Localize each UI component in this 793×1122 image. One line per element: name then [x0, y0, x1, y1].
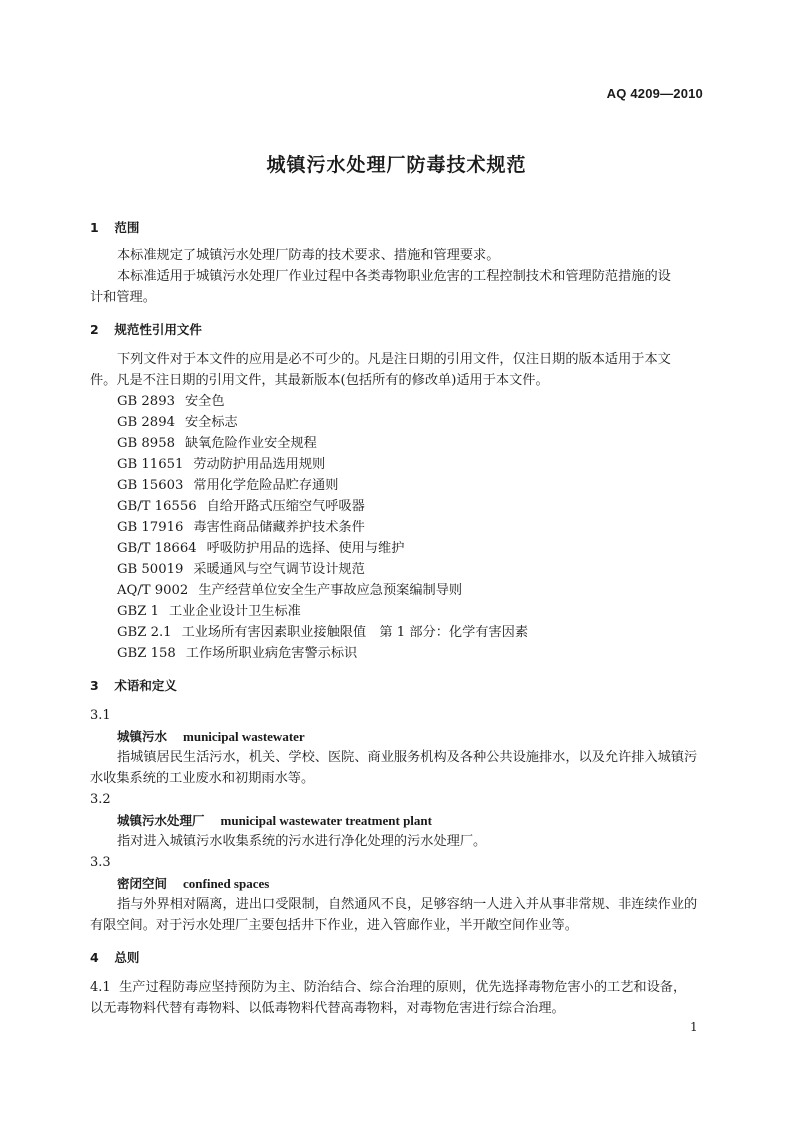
section-4-heading	[90, 948, 139, 968]
reference-item	[117, 581, 462, 601]
reference-code: GBZ 2.1	[117, 625, 172, 640]
section-title: 规范性引用文件	[114, 322, 202, 337]
paragraph: 下列文件对于本文件的应用是必不可少的。凡是注日期的引用文件，仅注日期的版本适用于本文	[117, 352, 671, 367]
reference-title: 工业企业设计卫生标准	[168, 604, 301, 619]
term-chinese: 城镇污水处理厂	[117, 813, 205, 828]
term-definition-continuation: 水收集系统的工业废水和初期雨水等。	[90, 771, 315, 786]
reference-item	[117, 497, 365, 517]
paragraph-continuation: 计和管理。	[90, 290, 156, 305]
reference-title: 工作场所职业病危害警示标识	[185, 646, 358, 661]
term-english: confined spaces	[183, 876, 270, 891]
reference-title: 呼吸防护用品的选择、使用与维护	[206, 541, 405, 556]
clause-number: 4.1	[90, 980, 111, 995]
clause-number: 3.3	[90, 855, 111, 870]
standard-code: AQ 4209—2010	[606, 86, 703, 101]
paragraph-continuation: 件。凡是不注日期的引用文件，其最新版本(包括所有的修改单)适用于本文件。	[90, 373, 549, 388]
term-heading	[117, 727, 305, 748]
reference-code: GB/T 16556	[117, 499, 197, 514]
term-heading	[117, 874, 269, 895]
reference-title: 安全标志	[184, 415, 238, 430]
term-definition: 指城镇居民生活污水，机关、学校、医院、商业服务机构及各种公共设施排水，以及允许排入城镇污	[117, 750, 698, 765]
term-english: municipal wastewater treatment plant	[220, 813, 432, 828]
reference-title: 毒害性商品储藏养护技术条件	[193, 520, 365, 535]
reference-title: 劳动防护用品选用规则	[193, 457, 326, 472]
section-number: 3	[90, 678, 99, 693]
reference-code: GBZ 158	[117, 646, 176, 661]
reference-code: GB 2893	[117, 394, 175, 409]
reference-title: 工业场所有害因素职业接触限值 第 1 部分：化学有害因素	[181, 625, 529, 640]
paragraph: 本标准规定了城镇污水处理厂防毒的技术要求、措施和管理要求。	[117, 248, 500, 263]
reference-title: 安全色	[184, 394, 225, 409]
reference-title: 采暖通风与空气调节设计规范	[193, 562, 365, 577]
section-1-heading	[90, 218, 139, 238]
section-2-heading	[90, 320, 202, 340]
section-title: 范围	[114, 220, 140, 235]
reference-code: GB 2894	[117, 415, 175, 430]
section-number: 4	[90, 950, 99, 965]
reference-code: GB 15603	[117, 478, 184, 493]
clause-number: 3.1	[90, 708, 111, 723]
section-number: 2	[90, 322, 99, 337]
section-3-heading	[90, 676, 177, 696]
reference-code: GB/T 18664	[117, 541, 197, 556]
reference-code: GB 8958	[117, 436, 175, 451]
clause-number: 3.2	[90, 792, 111, 807]
reference-item	[117, 560, 365, 580]
clause-text: 生产过程防毒应坚持预防为主、防治结合、综合治理的原则，优先选择毒物危害小的工艺和设备，	[119, 980, 687, 995]
term-chinese: 密闭空间	[117, 876, 168, 891]
section-number: 1	[90, 220, 99, 235]
page-number: 1	[690, 1020, 698, 1034]
reference-code: AQ/T 9002	[117, 583, 189, 598]
term-heading	[117, 811, 432, 832]
reference-code: GBZ 1	[117, 604, 159, 619]
section-title: 术语和定义	[114, 678, 177, 693]
reference-code: GB 11651	[117, 457, 184, 472]
reference-title: 常用化学危险品贮存通则	[193, 478, 339, 493]
reference-item	[117, 623, 528, 643]
term-english: municipal wastewater	[183, 729, 305, 744]
term-definition: 指与外界相对隔离，进出口受限制，自然通风不良，足够容纳一人进入并从事非常规、非连续作业的	[117, 897, 698, 912]
reference-title: 自给开路式压缩空气呼吸器	[206, 499, 365, 514]
reference-item	[117, 476, 338, 496]
paragraph: 本标准适用于城镇污水处理厂作业过程中各类毒物职业危害的工程控制技术和管理防范措施的设	[117, 269, 671, 284]
reference-item	[117, 413, 238, 433]
reference-item	[117, 539, 404, 559]
reference-item	[117, 392, 225, 412]
reference-title: 缺氧危险作业安全规程	[184, 436, 317, 451]
term-definition: 指对进入城镇污水收集系统的污水进行净化处理的污水处理厂。	[117, 834, 487, 849]
reference-title: 生产经营单位安全生产事故应急预案编制导则	[198, 583, 463, 598]
reference-item	[117, 602, 301, 622]
reference-item	[117, 518, 365, 538]
paragraph-continuation: 以无毒物料代替有毒物料、以低毒物料代替高毒物料，对毒物危害进行综合治理。	[90, 1001, 565, 1016]
reference-item	[117, 455, 325, 475]
reference-code: GB 17916	[117, 520, 184, 535]
section-title: 总则	[114, 950, 140, 965]
reference-code: GB 50019	[117, 562, 184, 577]
document-title: 城镇污水处理厂防毒技术规范	[266, 154, 527, 176]
term-chinese: 城镇污水	[117, 729, 168, 744]
term-definition-continuation: 有限空间。对于污水处理厂主要包括井下作业，进入管廊作业，半开敞空间作业等。	[90, 918, 578, 933]
reference-item	[117, 644, 357, 664]
reference-item	[117, 434, 317, 454]
clause-paragraph	[90, 978, 686, 998]
